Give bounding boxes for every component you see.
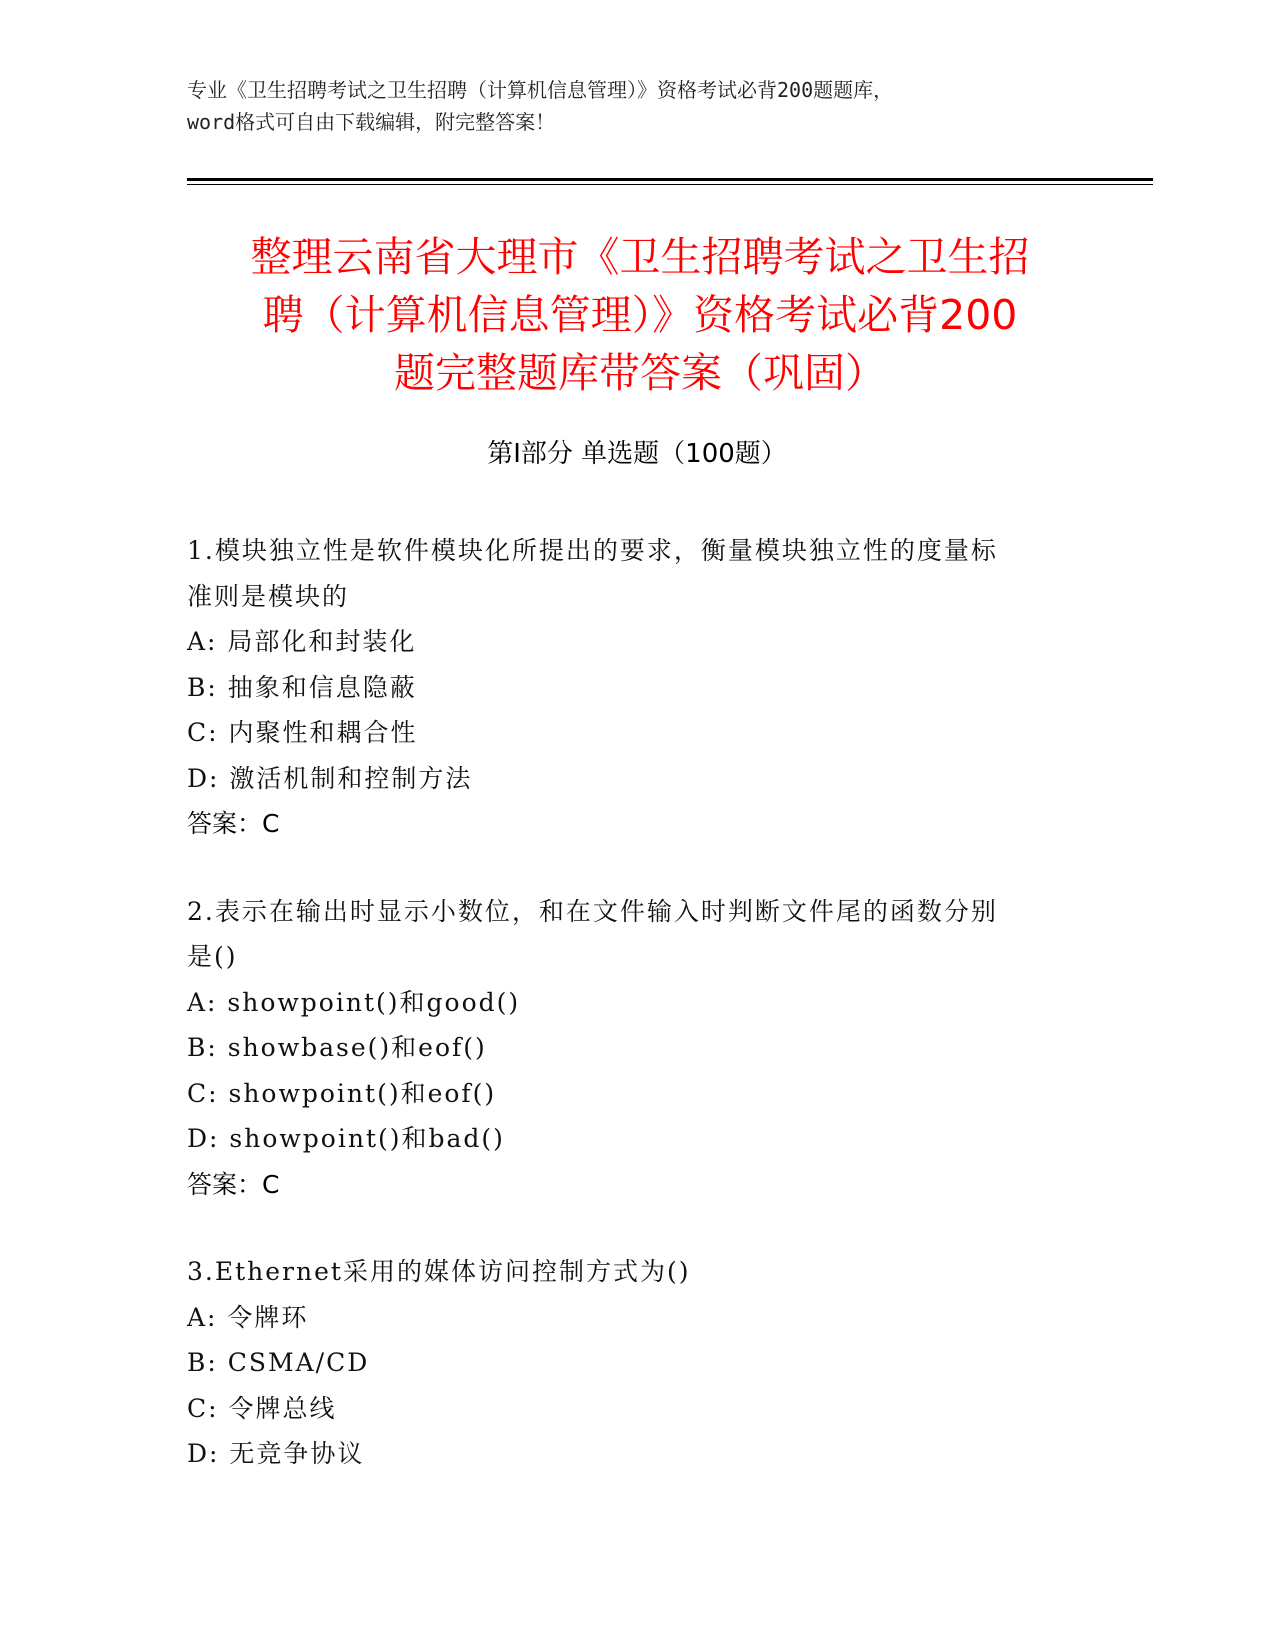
- option-d: D: 无竞争协议: [187, 1439, 365, 1468]
- question-list: [187, 528, 1087, 1519]
- option-c: C: showpoint()和eof(): [187, 1078, 497, 1108]
- header-note-line-2: word格式可自由下载编辑，附完整答案！: [187, 110, 556, 134]
- document-title-line-1: 整理云南省大理市《卫生招聘考试之卫生招: [250, 233, 1030, 281]
- document-title-line-2: 聘（计算机信息管理）》资格考试必背200: [262, 291, 1018, 339]
- option-a: A: 局部化和封装化: [187, 627, 417, 656]
- section-heading: 第Ⅰ部分 单选题（100题）: [487, 439, 787, 469]
- answer: [187, 801, 1087, 847]
- option-d: D: 激活机制和控制方法: [187, 763, 473, 793]
- answer-value: C: [262, 809, 280, 838]
- answer: [187, 1162, 1087, 1208]
- header-divider-thin: [187, 184, 1153, 185]
- option-b: B: CSMA/CD: [187, 1348, 370, 1377]
- header-divider-thick: [187, 178, 1153, 181]
- question-stem-line: 是(): [187, 942, 238, 971]
- question-2: [187, 889, 1087, 1208]
- option-c: C: 内聚性和耦合性: [187, 718, 418, 747]
- header-note-line-1: 专业《卫生招聘考试之卫生招聘（计算机信息管理）》资格考试必背200题题库，: [187, 78, 894, 102]
- answer-label: 答案：: [187, 1169, 263, 1199]
- question-stem-line: 1.模块独立性是软件模块化所提出的要求，衡量模块独立性的度量标: [187, 536, 998, 565]
- option-c: C: 令牌总线: [187, 1393, 337, 1423]
- document-title: [180, 228, 1100, 402]
- option-d: D: showpoint()和bad(): [187, 1124, 505, 1153]
- option-b: B: showbase()和eof(): [187, 1033, 487, 1062]
- question-3: [187, 1249, 1087, 1477]
- question-stem-line: 3.Ethernet采用的媒体访问控制方式为(): [187, 1257, 691, 1286]
- answer-value: C: [262, 1169, 280, 1199]
- answer-label: 答案：: [187, 809, 263, 838]
- question-stem-line: 2.表示在输出时显示小数位，和在文件输入时判断文件尾的函数分别: [187, 896, 998, 926]
- option-b: B: 抽象和信息隐蔽: [187, 672, 417, 702]
- document-title-line-3: 题完整题库带答案（巩固）: [394, 349, 886, 397]
- question-1: [187, 528, 1087, 847]
- option-a: A: 令牌环: [187, 1302, 309, 1332]
- question-stem-line: 准则是模块的: [187, 581, 350, 611]
- option-a: A: showpoint()和good(): [187, 987, 521, 1017]
- header-note: [187, 74, 1087, 138]
